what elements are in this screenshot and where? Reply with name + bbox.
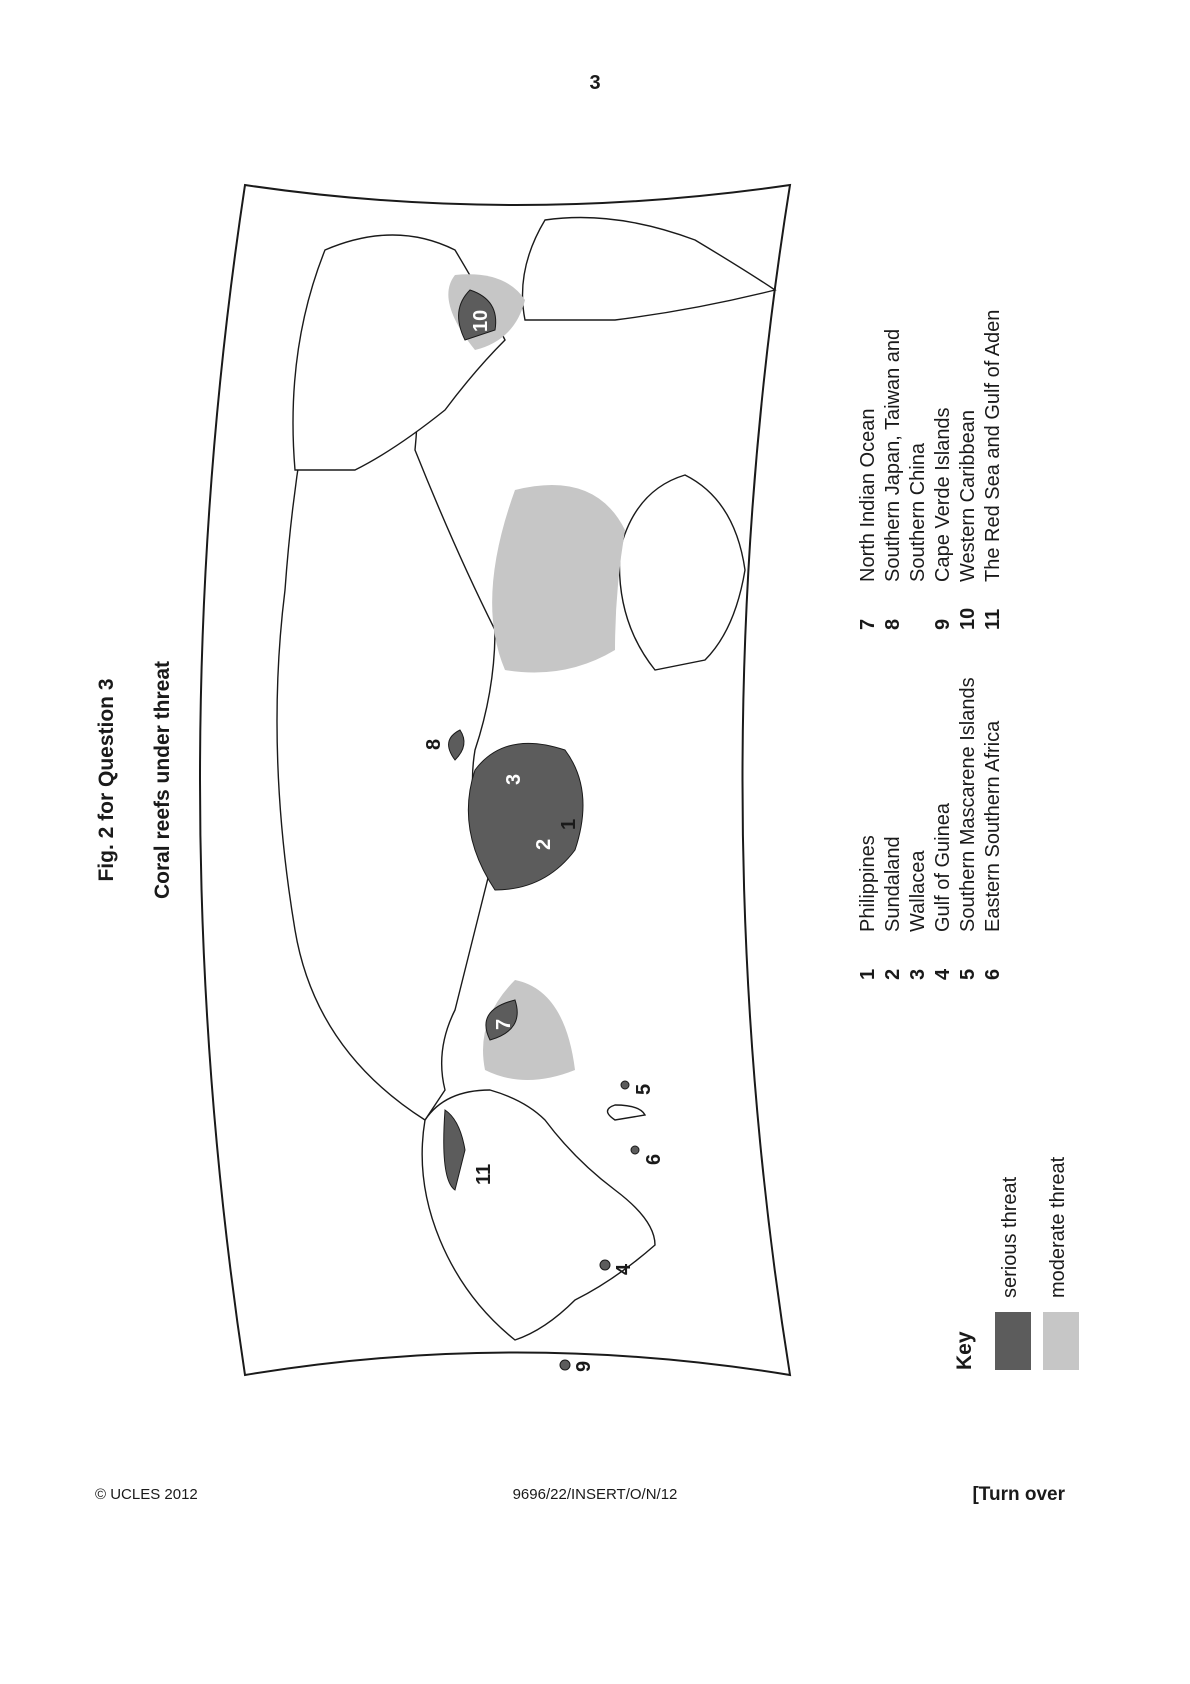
region-label-9: 9 [573,1360,595,1372]
region-label-5: 5 [633,1083,655,1095]
legend-name: Wallacea [907,850,929,932]
legend-num: 2 [882,968,904,980]
legend-num: 9 [932,618,954,630]
area-5 [621,1081,629,1089]
area-9 [560,1360,570,1370]
footer-turn-over: [Turn over [972,1484,1065,1505]
legend-num: 3 [907,968,929,980]
legend-num: 11 [982,608,1004,630]
legend-name: Southern Japan, Taiwan and [882,328,904,582]
legend-name: Western Caribbean [957,410,979,582]
rotated-figure [95,110,1085,1450]
key-swatch-moderate [1043,1312,1079,1370]
region-label-6: 6 [643,1153,665,1165]
region-label-2: 2 [533,838,555,850]
key-label-moderate: moderate threat [1047,1156,1069,1298]
legend-name: Southern China [907,443,929,582]
legend-num: 5 [957,968,979,980]
area-4 [600,1260,610,1270]
legend-name: Eastern Southern Africa [982,720,1004,932]
region-label-8: 8 [423,738,445,750]
legend-name: The Red Sea and Gulf of Aden [982,309,1004,582]
region-label-10: 10 [470,309,492,332]
key-title: Key [953,1331,976,1370]
legend-num: 10 [957,607,979,630]
region-label-4: 4 [613,1263,635,1275]
legend-num: 4 [932,968,954,980]
legend-num: 7 [857,618,879,630]
legend-name: Gulf of Guinea [932,803,954,932]
world-map [95,110,1085,1450]
figure-title: Fig. 2 for Question 3 [95,678,118,882]
key-label-serious: serious threat [999,1176,1021,1298]
footer-copyright: © UCLES 2012 [95,1486,198,1503]
legend-name: Southern Mascarene Islands [957,677,979,932]
region-label-1: 1 [558,818,580,830]
area-6 [631,1146,639,1154]
region-label-11: 11 [473,1163,495,1185]
key-swatch-serious [995,1312,1031,1370]
figure-subtitle: Coral reefs under threat [151,660,174,900]
legend-num: 1 [857,968,879,980]
legend-name: Philippines [857,835,879,932]
legend-num: 6 [982,968,1004,980]
region-label-7: 7 [493,1018,515,1030]
area-pacific-moderate [492,485,625,673]
legend-num: 8 [882,618,904,630]
footer-code: 9696/22/INSERT/O/N/12 [512,1486,678,1503]
legend-name: North Indian Ocean [857,408,879,582]
region-label-3: 3 [503,773,525,785]
legend-name: Cape Verde Islands [932,407,954,582]
legend-name: Sundaland [882,836,904,932]
page-number: 3 [589,72,601,94]
